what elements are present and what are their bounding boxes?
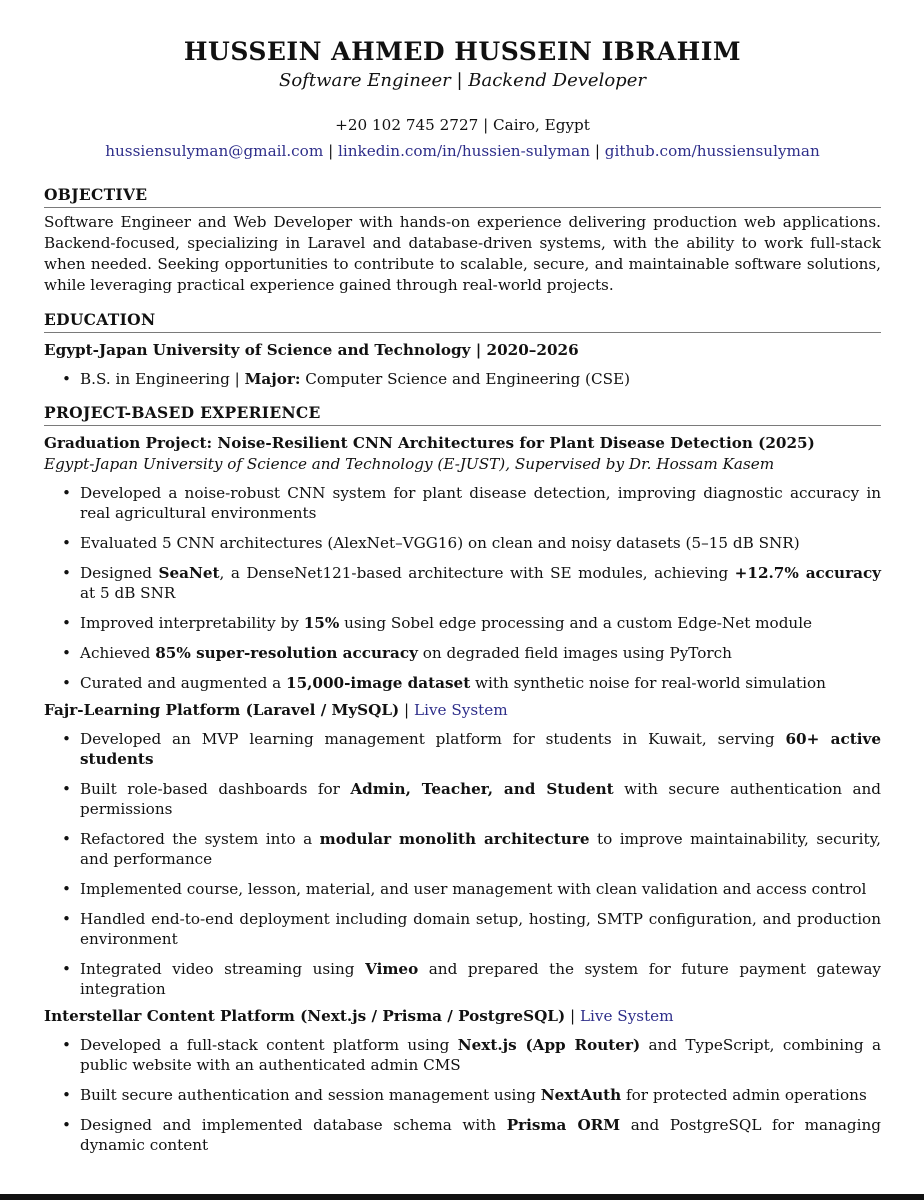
fajr-live-system-link[interactable]: Live System: [414, 701, 508, 719]
list-item: • Handled end-to-end deployment including domain setup, hosting, SMTP configuration, and production environment: [44, 909, 881, 949]
email-link[interactable]: hussiensulyman@gmail.com: [105, 142, 324, 160]
list-item: • Integrated video streaming using Vimeo and prepared the system for future payment gateway integration: [44, 959, 881, 999]
list-item: • Developed a noise-robust CNN system for plant disease detection, improving diagnostic accuracy in real agricultural environments: [44, 483, 881, 523]
list-item: • Developed an MVP learning management platform for students in Kuwait, serving 60+ active students: [44, 729, 881, 769]
grad-project-subtitle: Egypt-Japan University of Science and Technology (E-JUST), Supervised by Dr. Hossam Kasem: [44, 455, 775, 473]
linkedin-link[interactable]: linkedin.com/in/hussien-sulyman: [338, 142, 590, 160]
grad-project-title: Graduation Project: Noise-Resilient CNN Architectures for Plant Disease Detection (2025): [44, 434, 815, 452]
page-bottom-edge: [0, 1194, 924, 1200]
separator: |: [328, 142, 334, 160]
objective-text: Software Engineer and Web Developer with hands-on experience delivering production web applications. Backend-focused, specializing in Laravel and database-driven systems, with the ability to work full-stack when needed. Seeking opportunities to contribute to scalable, secure, and maintainable software solutions, while leveraging practical experience gained through real-world projects.: [44, 213, 881, 294]
list-item: • Implemented course, lesson, material, and user management with clean validation and access control: [44, 879, 881, 899]
grad-project-bullets: [44, 483, 881, 693]
education-section: [44, 310, 881, 389]
experience-heading: PROJECT-BASED EXPERIENCE: [44, 403, 881, 426]
list-item: • Achieved 85% super-resolution accuracy on degraded field images using PyTorch: [44, 643, 881, 663]
contact-links: [44, 138, 881, 164]
fajr-project-bullets: [44, 729, 881, 999]
interstellar-live-system-link[interactable]: Live System: [579, 1007, 674, 1025]
interstellar-project-bullets: [44, 1035, 881, 1155]
github-link[interactable]: github.com/hussiensulyman: [604, 142, 820, 160]
list-item: • Evaluated 5 CNN architectures (AlexNet–VGG16) on clean and noisy datasets (5–15 dB SNR): [44, 533, 881, 553]
list-item: • Refactored the system into a modular monolith architecture to improve maintainability, security, and performance: [44, 829, 881, 869]
list-item: • Built secure authentication and session management using NextAuth for protected admin operations: [44, 1085, 881, 1105]
education-institution: Egypt-Japan University of Science and Technology | 2020–2026: [44, 341, 579, 359]
education-heading: EDUCATION: [44, 310, 881, 333]
fajr-project-title: Fajr-Learning Platform (Laravel / MySQL) | Live System: [44, 701, 508, 719]
list-item: • Designed SeaNet, a DenseNet121-based architecture with SE modules, achieving +12.7% accuracy at 5 dB SNR: [44, 563, 881, 603]
experience-section: [44, 403, 881, 1155]
resume-page: [44, 36, 881, 1155]
objective-section: [44, 185, 881, 296]
list-item: • Curated and augmented a 15,000-image dataset with synthetic noise for real-world simulation: [44, 673, 881, 693]
list-item: • Developed a full-stack content platform using Next.js (App Router) and TypeScript, combining a public website with an authenticated admin CMS: [44, 1035, 881, 1075]
list-item: • B.S. in Engineering | Major: Computer Science and Engineering (CSE): [44, 369, 881, 389]
objective-heading: OBJECTIVE: [44, 185, 881, 208]
interstellar-project-title: Interstellar Content Platform (Next.js / Prisma / PostgreSQL) | Live System: [44, 1007, 674, 1025]
list-item: • Built role-based dashboards for Admin, Teacher, and Student with secure authentication and permissions: [44, 779, 881, 819]
candidate-name: HUSSEIN AHMED HUSSEIN IBRAHIM: [183, 37, 742, 66]
separator: |: [594, 142, 600, 160]
contact-phone-location: +20 102 745 2727 | Cairo, Egypt: [335, 116, 590, 134]
job-title: Software Engineer | Backend Developer: [279, 70, 646, 91]
list-item: • Designed and implemented database schema with Prisma ORM and PostgreSQL for managing dynamic content: [44, 1115, 881, 1155]
list-item: • Improved interpretability by 15% using Sobel edge processing and a custom Edge-Net module: [44, 613, 881, 633]
